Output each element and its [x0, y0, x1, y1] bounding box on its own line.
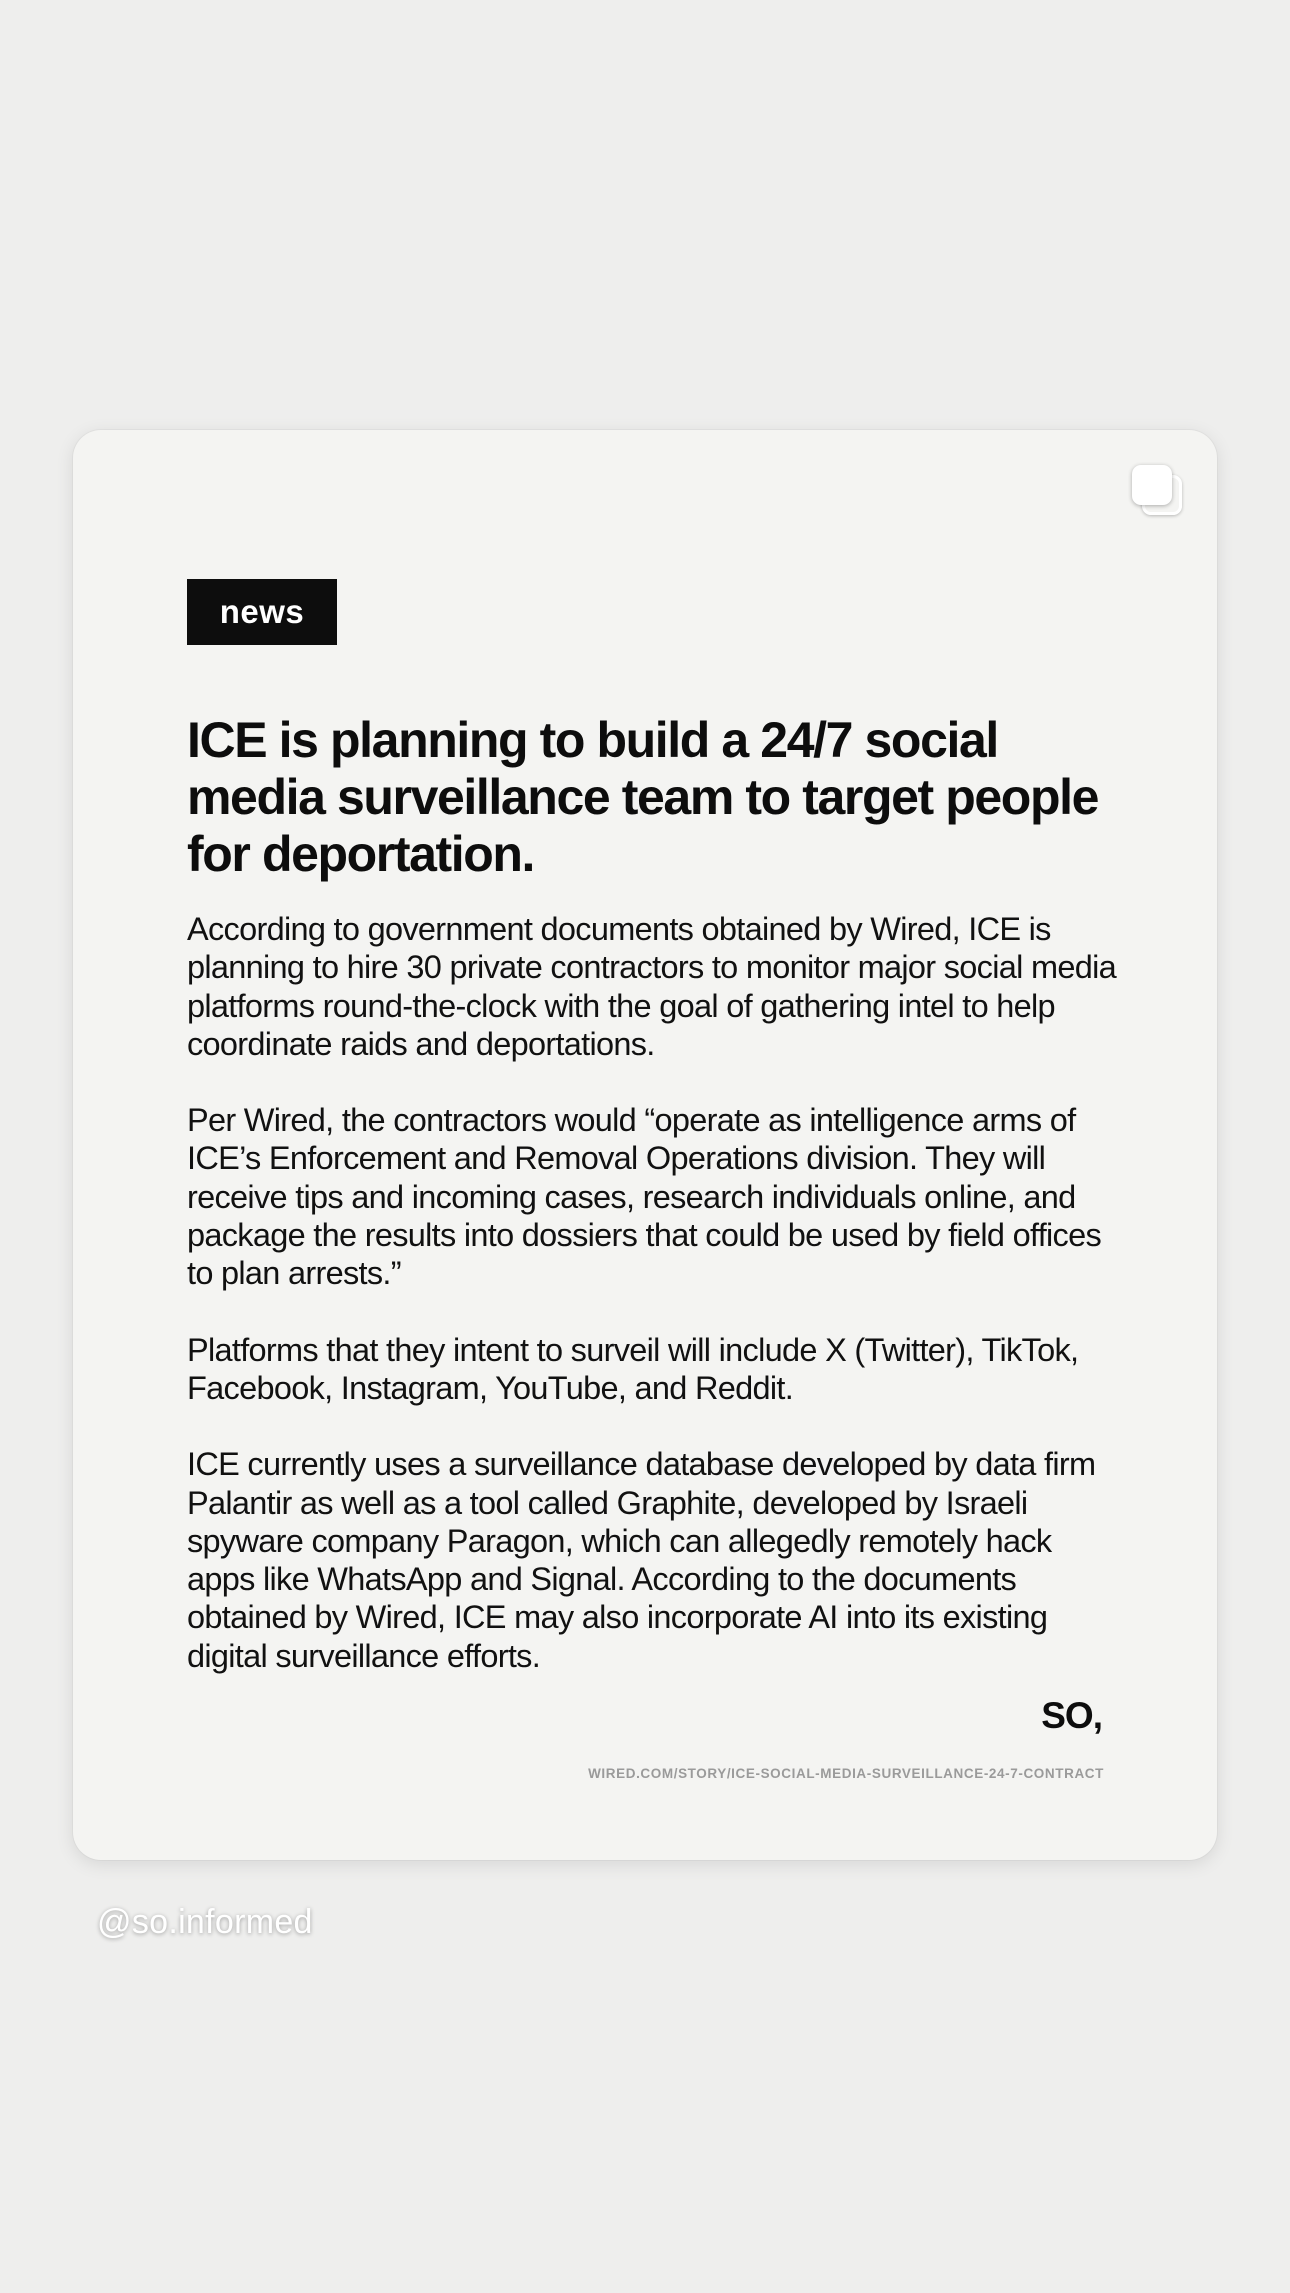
paragraph-2: Per Wired, the contractors would “operate as intelligence arms of ICE’s Enforcement and Removal Operations division. They will receive tips and incoming cases, research individuals online, and package the results into dossiers that could be used by field offices to plan arrests.” [187, 1102, 1102, 1292]
article-body [187, 910, 1122, 1713]
paragraph-4: ICE currently uses a surveillance database developed by data firm Palantir as well as a tool called Graphite, developed by Israeli spyware company Paragon, which can allegedly remotely hack apps like WhatsApp and Signal. According to the documents obtained by Wired, ICE may also incorporate AI into its existing digital surveillance efforts. [187, 1446, 1096, 1674]
account-handle-link[interactable]: @so.informed [97, 1903, 313, 1941]
source-url: WIRED.COM/STORY/ICE-SOCIAL-MEDIA-SURVEILLANCE-24-7-CONTRACT [588, 1766, 1104, 1781]
brand-logo: SO, [1041, 1695, 1102, 1736]
multiple-images-icon [1132, 465, 1184, 517]
paragraph-1: According to government documents obtained by Wired, ICE is planning to hire 30 private contractors to monitor major social media platforms round-the-clock with the goal of gathering intel to help coordinate raids and deportations. [187, 911, 1116, 1062]
news-tag: news [187, 579, 337, 645]
paragraph-3: Platforms that they intent to surveil will include X (Twitter), TikTok, Facebook, Instagram, YouTube, and Reddit. [187, 1331, 1079, 1406]
multiple-images-icon-front [1132, 465, 1172, 505]
headline: ICE is planning to build a 24/7 social media surveillance team to target people for deportation. [187, 712, 1098, 882]
